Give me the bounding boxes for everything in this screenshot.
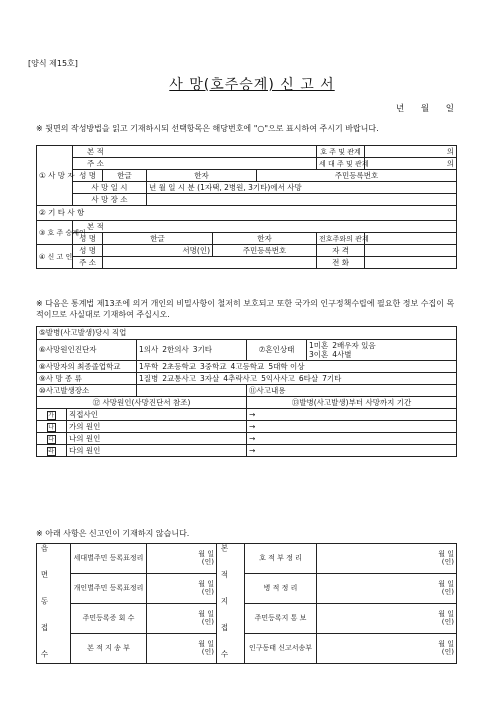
stat-note: ※ 다음은 통계법 제13조에 의거 개인의 비밀사항이 철저히 보호되고 또한 국가의 인구정책수립에 필요한 정보 수집이 목적이므로 사실대로 기재하여 주십시오. bbox=[36, 299, 455, 319]
reporter-name-label: 성 명 bbox=[73, 245, 103, 257]
deceased-label: ① 사 망 자 bbox=[37, 146, 73, 206]
option-item[interactable]: 3이혼 bbox=[309, 350, 329, 359]
option-item[interactable]: 1질병 bbox=[139, 373, 159, 383]
option-item[interactable]: 5대학 이상 bbox=[268, 361, 305, 371]
domicile-label: 본 적 bbox=[73, 146, 317, 158]
option-item[interactable]: 2한의사 bbox=[162, 345, 189, 354]
date-seal[interactable]: 월 일 (인) bbox=[317, 603, 457, 633]
reporter-address-value[interactable] bbox=[103, 257, 317, 269]
statistics-table bbox=[36, 326, 457, 457]
household-head-value[interactable]: 의 bbox=[365, 158, 457, 170]
death-datetime-value[interactable]: 년 월 일 시 분 (1자택, 2병원, 3기타)에서 사망 bbox=[147, 182, 457, 194]
household-head-label: 세 대 주 및 관계 bbox=[317, 158, 365, 170]
date-seal[interactable]: 월 일 (인) bbox=[317, 544, 457, 574]
option-item[interactable]: 6타살 bbox=[298, 373, 319, 383]
head-value[interactable]: 의 bbox=[365, 146, 457, 158]
date-seal[interactable]: 월 일 (인) bbox=[147, 603, 217, 633]
domicile-office-label: 본 적 지 접 수 bbox=[217, 544, 245, 664]
reporter-phone-value[interactable] bbox=[365, 257, 457, 269]
reporter-qual-label: 자 격 bbox=[317, 245, 365, 257]
option-item[interactable]: 4추락사고 bbox=[223, 373, 258, 383]
date-seal[interactable]: 월 일 (인) bbox=[147, 544, 217, 574]
reporter-qual-value[interactable] bbox=[365, 245, 457, 257]
form-number: [양식 제15호] bbox=[28, 59, 78, 68]
successor-relation: 전호주와의 관계 bbox=[317, 233, 365, 245]
cause-row[interactable]: 다 나의 원인 → bbox=[37, 433, 457, 445]
name-label: 성 명 bbox=[73, 170, 103, 182]
option-item[interactable]: 1의사 bbox=[139, 345, 159, 354]
education-options[interactable] bbox=[137, 361, 457, 373]
date-seal[interactable]: 월 일 (인) bbox=[317, 633, 457, 663]
name-hangul[interactable]: 한글 bbox=[103, 170, 147, 182]
successor-domicile: 본 적 bbox=[73, 221, 457, 233]
marital-options[interactable] bbox=[307, 340, 457, 361]
option-item[interactable]: 3기타 bbox=[192, 345, 213, 354]
successor-hangul[interactable]: 한글 bbox=[103, 233, 213, 245]
death-datetime-label: 사 망 일 시 bbox=[73, 182, 147, 194]
option-item[interactable]: 5익사사고 bbox=[261, 373, 295, 383]
cause-row[interactable]: 라 다의 원인 → bbox=[37, 445, 457, 457]
accident-detail-label: ⑪사고내용 bbox=[247, 385, 457, 397]
cause-header: ⑫ 사망원인(사망진단서 참조) bbox=[37, 397, 247, 409]
cause-row[interactable]: 가 직접사인 → bbox=[37, 409, 457, 421]
head-label: 호 주 및 관계 bbox=[317, 146, 365, 158]
office-table: 읍 면 동 접 수 세대별주민 등록표정리 월 일 (인) 본 적 지 접 수 호 적 부 정 리 월 일 (인) 개인별주민 등록표정리 월 일 (인) 병 적 정 리 월 일 (인) 주민등록증 회 수 월 일 (인) 주민등록지 통 보 월 일 (인) 본 적 지 송 부 월 일 (인) 인구동태 신고서송부 월 일 (인) bbox=[36, 543, 457, 664]
job-label[interactable]: ⑤발병(사고발생)당시 직업 bbox=[37, 327, 457, 340]
period-header: ⑬발병(사고발생)부터 사망까지 기간 bbox=[247, 397, 457, 409]
death-place-label: 사 망 장 소 bbox=[73, 194, 147, 206]
option-item[interactable]: 1미혼 bbox=[309, 341, 329, 350]
page-title: 사 망(호주승계) 신 고 서 bbox=[169, 77, 335, 93]
date-seal[interactable]: 월 일 (인) bbox=[147, 633, 217, 663]
successor-label: ③ 호 주 승계인 bbox=[37, 221, 73, 245]
report-date: 년 월 일 bbox=[395, 104, 454, 114]
instruction-note: ※ 뒷면의 작성방법을 읽고 기재하시되 선택항목은 해당번호에 "○"으로 표시하여 주시기 바랍니다. bbox=[36, 124, 379, 133]
eup-myeon-dong-label: 읍 면 동 접 수 bbox=[37, 544, 71, 664]
option-item[interactable]: 4고등학교 bbox=[230, 361, 265, 371]
reporter-address-label: 주 소 bbox=[73, 257, 103, 269]
date-seal[interactable]: 월 일 (인) bbox=[147, 573, 217, 603]
office-note: ※ 아래 사항은 신고인이 기재하지 않습니다. bbox=[36, 529, 190, 538]
option-item[interactable]: 2배우자 있음 bbox=[332, 341, 376, 350]
option-item[interactable]: 2교통사고 bbox=[162, 373, 197, 383]
education-label: ⑧사망자의 최종졸업학교 bbox=[37, 361, 137, 373]
option-item[interactable]: 7기타 bbox=[322, 373, 342, 383]
option-item[interactable]: 3자살 bbox=[200, 373, 220, 383]
reporter-phone-label: 전 화 bbox=[317, 257, 365, 269]
option-item[interactable]: 4사별 bbox=[332, 350, 352, 359]
diagnoser-label: ⑥사망원인진단자 bbox=[37, 340, 137, 361]
name-hanja[interactable]: 한자 bbox=[147, 170, 257, 182]
accident-place-value[interactable] bbox=[137, 385, 247, 397]
successor-hanja[interactable]: 한자 bbox=[213, 233, 317, 245]
successor-name-label: 성 명 bbox=[73, 233, 103, 245]
deceased-table bbox=[36, 145, 457, 269]
other-matters[interactable]: ② 기 타 사 항 bbox=[37, 206, 457, 221]
address-label: 주 소 bbox=[73, 158, 317, 170]
option-item[interactable]: 1무학 bbox=[139, 361, 159, 371]
date-seal[interactable]: 월 일 (인) bbox=[317, 573, 457, 603]
marital-label: ⑦혼인상태 bbox=[247, 340, 307, 361]
death-place-value[interactable] bbox=[147, 194, 457, 206]
option-item[interactable]: 3중학교 bbox=[200, 361, 227, 371]
successor-relation-value[interactable] bbox=[365, 233, 457, 245]
diagnoser-options[interactable] bbox=[137, 340, 247, 361]
death-type-options[interactable] bbox=[137, 373, 457, 385]
reporter-sign[interactable]: 서명(인) bbox=[103, 245, 213, 257]
reporter-label: ④ 신 고 인 bbox=[37, 245, 73, 269]
resident-no-label: 주민등록번호 bbox=[257, 170, 457, 182]
death-type-label: ⑨사 망 종 류 bbox=[37, 373, 137, 385]
reporter-resident-no: 주민등록번호 bbox=[213, 245, 317, 257]
option-item[interactable]: 2초등학교 bbox=[162, 361, 197, 371]
cause-row[interactable]: 나 가의 원인 → bbox=[37, 421, 457, 433]
accident-place-label: ⑩사고발생장소 bbox=[37, 385, 137, 397]
